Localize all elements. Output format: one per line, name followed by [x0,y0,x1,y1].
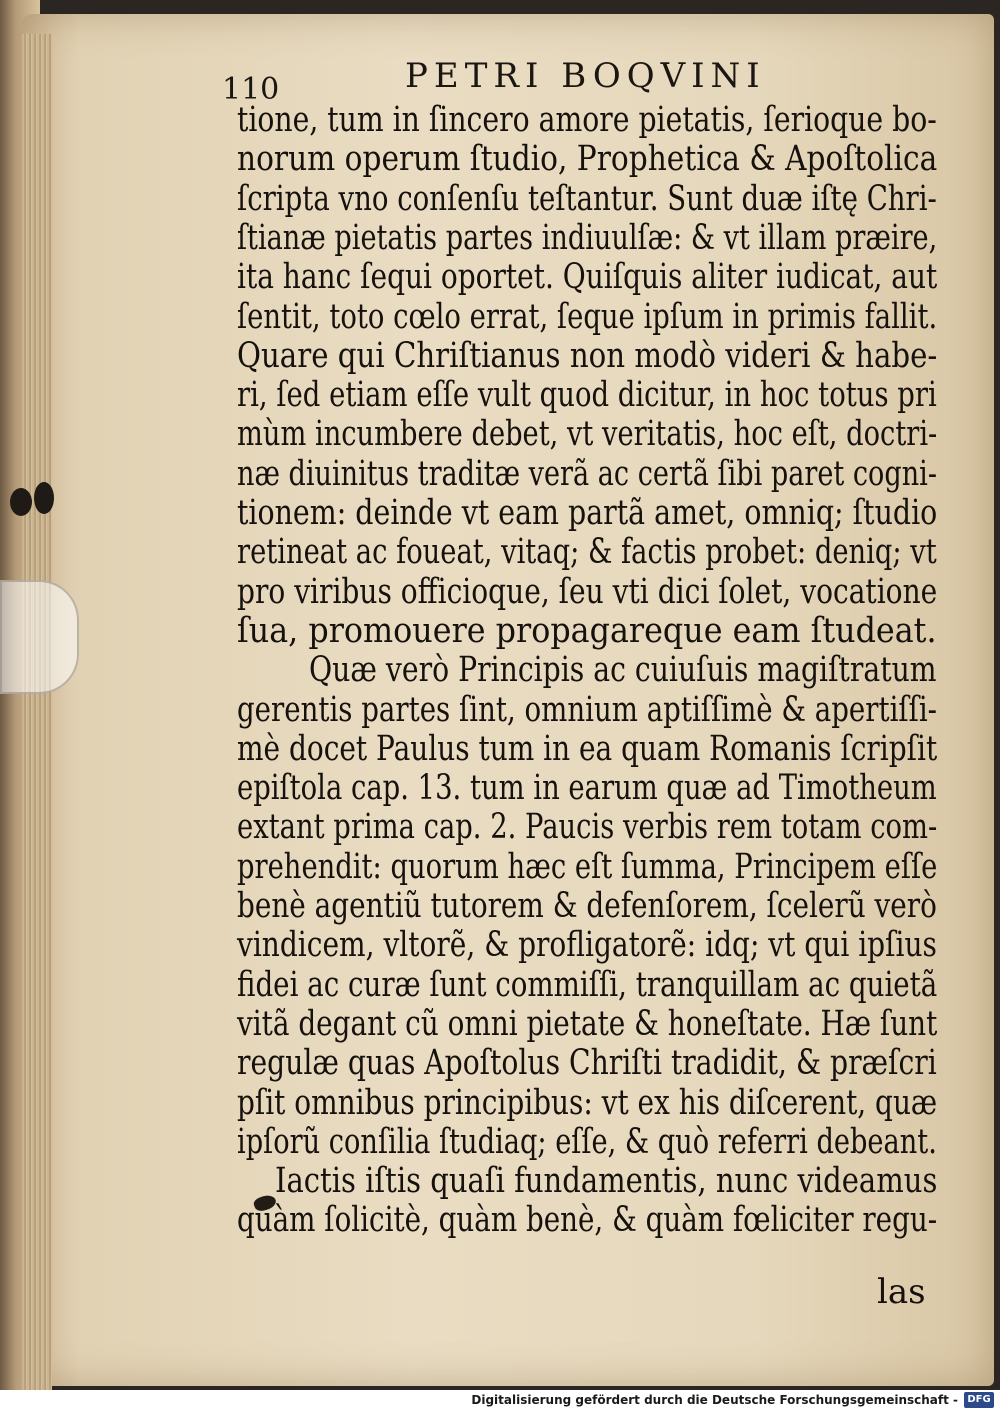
text-line: ſcripta vno conſenſu teſtantur. Sunt duæ iſtę Chri- [237,178,937,219]
text-line: ſua, promouere propagareque eam ſtudeat. [237,610,937,651]
text-line: næ diuinitus traditæ verã ac certã ſibi paret cogni- [237,453,938,494]
text-line: norum operum ſtudio, Prophetica & Apoſtolica [237,139,938,180]
ink-blot [10,488,32,516]
text-line: Quæ verò Principis ac cuiuſuis magiſtratum [309,650,937,691]
running-head: PETRI BOQVINI [405,56,766,96]
text-line: quàm ſolicitè, quàm benè, & quàm fœliciter regu- [237,1200,938,1241]
text-line: regulæ quas Apoſtolus Chriſti tradidit, & præſcri [237,1043,937,1084]
text-line: ipſorũ conſilia ſtudiaq; eſſe, & quò referri debeant. [237,1121,937,1162]
text-line: retineat ac foueat, vitaq; & factis probet: deniq; vt [237,532,937,573]
text-line: ſtianæ pietatis partes indiuulſæ: & vt illam præire, [237,217,938,258]
text-line: ſentit, toto cœlo errat, ſeque ipſum in primis fallit. [237,296,938,337]
text-line: mè docet Paulus tum in ea quam Romanis ſcripſit [237,728,938,769]
text-line: epiſtola cap. 13. tum in earum quæ ad Timotheum [237,768,937,809]
dfg-logo: DFG [964,1392,994,1408]
page-edges [22,34,52,1404]
text-line: pſit omnibus principibus: vt ex his diſcerent, quæ [237,1082,938,1123]
text-line: ita hanc ſequi oportet. Quiſquis aliter iudicat, aut [237,257,938,298]
text-line: pro viribus officioque, ſeu vti dici ſolet, vocatione [237,571,938,612]
ink-blot [34,482,54,514]
footer-bar [0,1390,1000,1411]
text-line: gerentis partes ſint, omnium aptiſſimè & apertiſſi- [237,689,938,730]
text-line: mùm incumbere debet, vt veritatis, hoc eſt, doctri- [237,414,938,455]
catchword: las [877,1272,926,1312]
text-line: Iactis iſtis quaſi fundamentis, nunc videamus [275,1161,938,1202]
text-line: tione, tum in ſincero amore pietatis, ſerioque bo- [237,100,937,140]
page-clip [0,580,79,694]
text-line: prehendit: quorum hæc eſt ſumma, Principem eſſe [237,846,938,887]
text-line: vitã degant cũ omni pietate & honeſtate. Hæ ſunt [237,1003,938,1044]
text-line: extant prima cap. 2. Paucis verbis rem totam com- [237,807,938,848]
footer-credit: Digitalisierung gefördert durch die Deutsche Forschungsgemeinschaft - [471,1393,958,1407]
text-line: tionem: deinde vt eam partã amet, omniq; ſtudio [237,493,938,533]
text-line: ri, ſed etiam eſſe vult quod dicitur, in hoc totus pri [237,375,937,416]
text-line: benè agentiũ tutorem & defenſorem, ſcelerũ verò [237,886,937,926]
page-number: 110 [222,72,280,107]
text-line: Quare qui Chriſtianus non modò videri & habe- [237,335,938,376]
text-line: fidei ac curæ ſunt commiſſi, tranquillam ac quietã [237,964,938,1005]
text-line: vindicem, vltorẽ, & profligatorẽ: idq; vt qui ipſius [237,925,937,966]
